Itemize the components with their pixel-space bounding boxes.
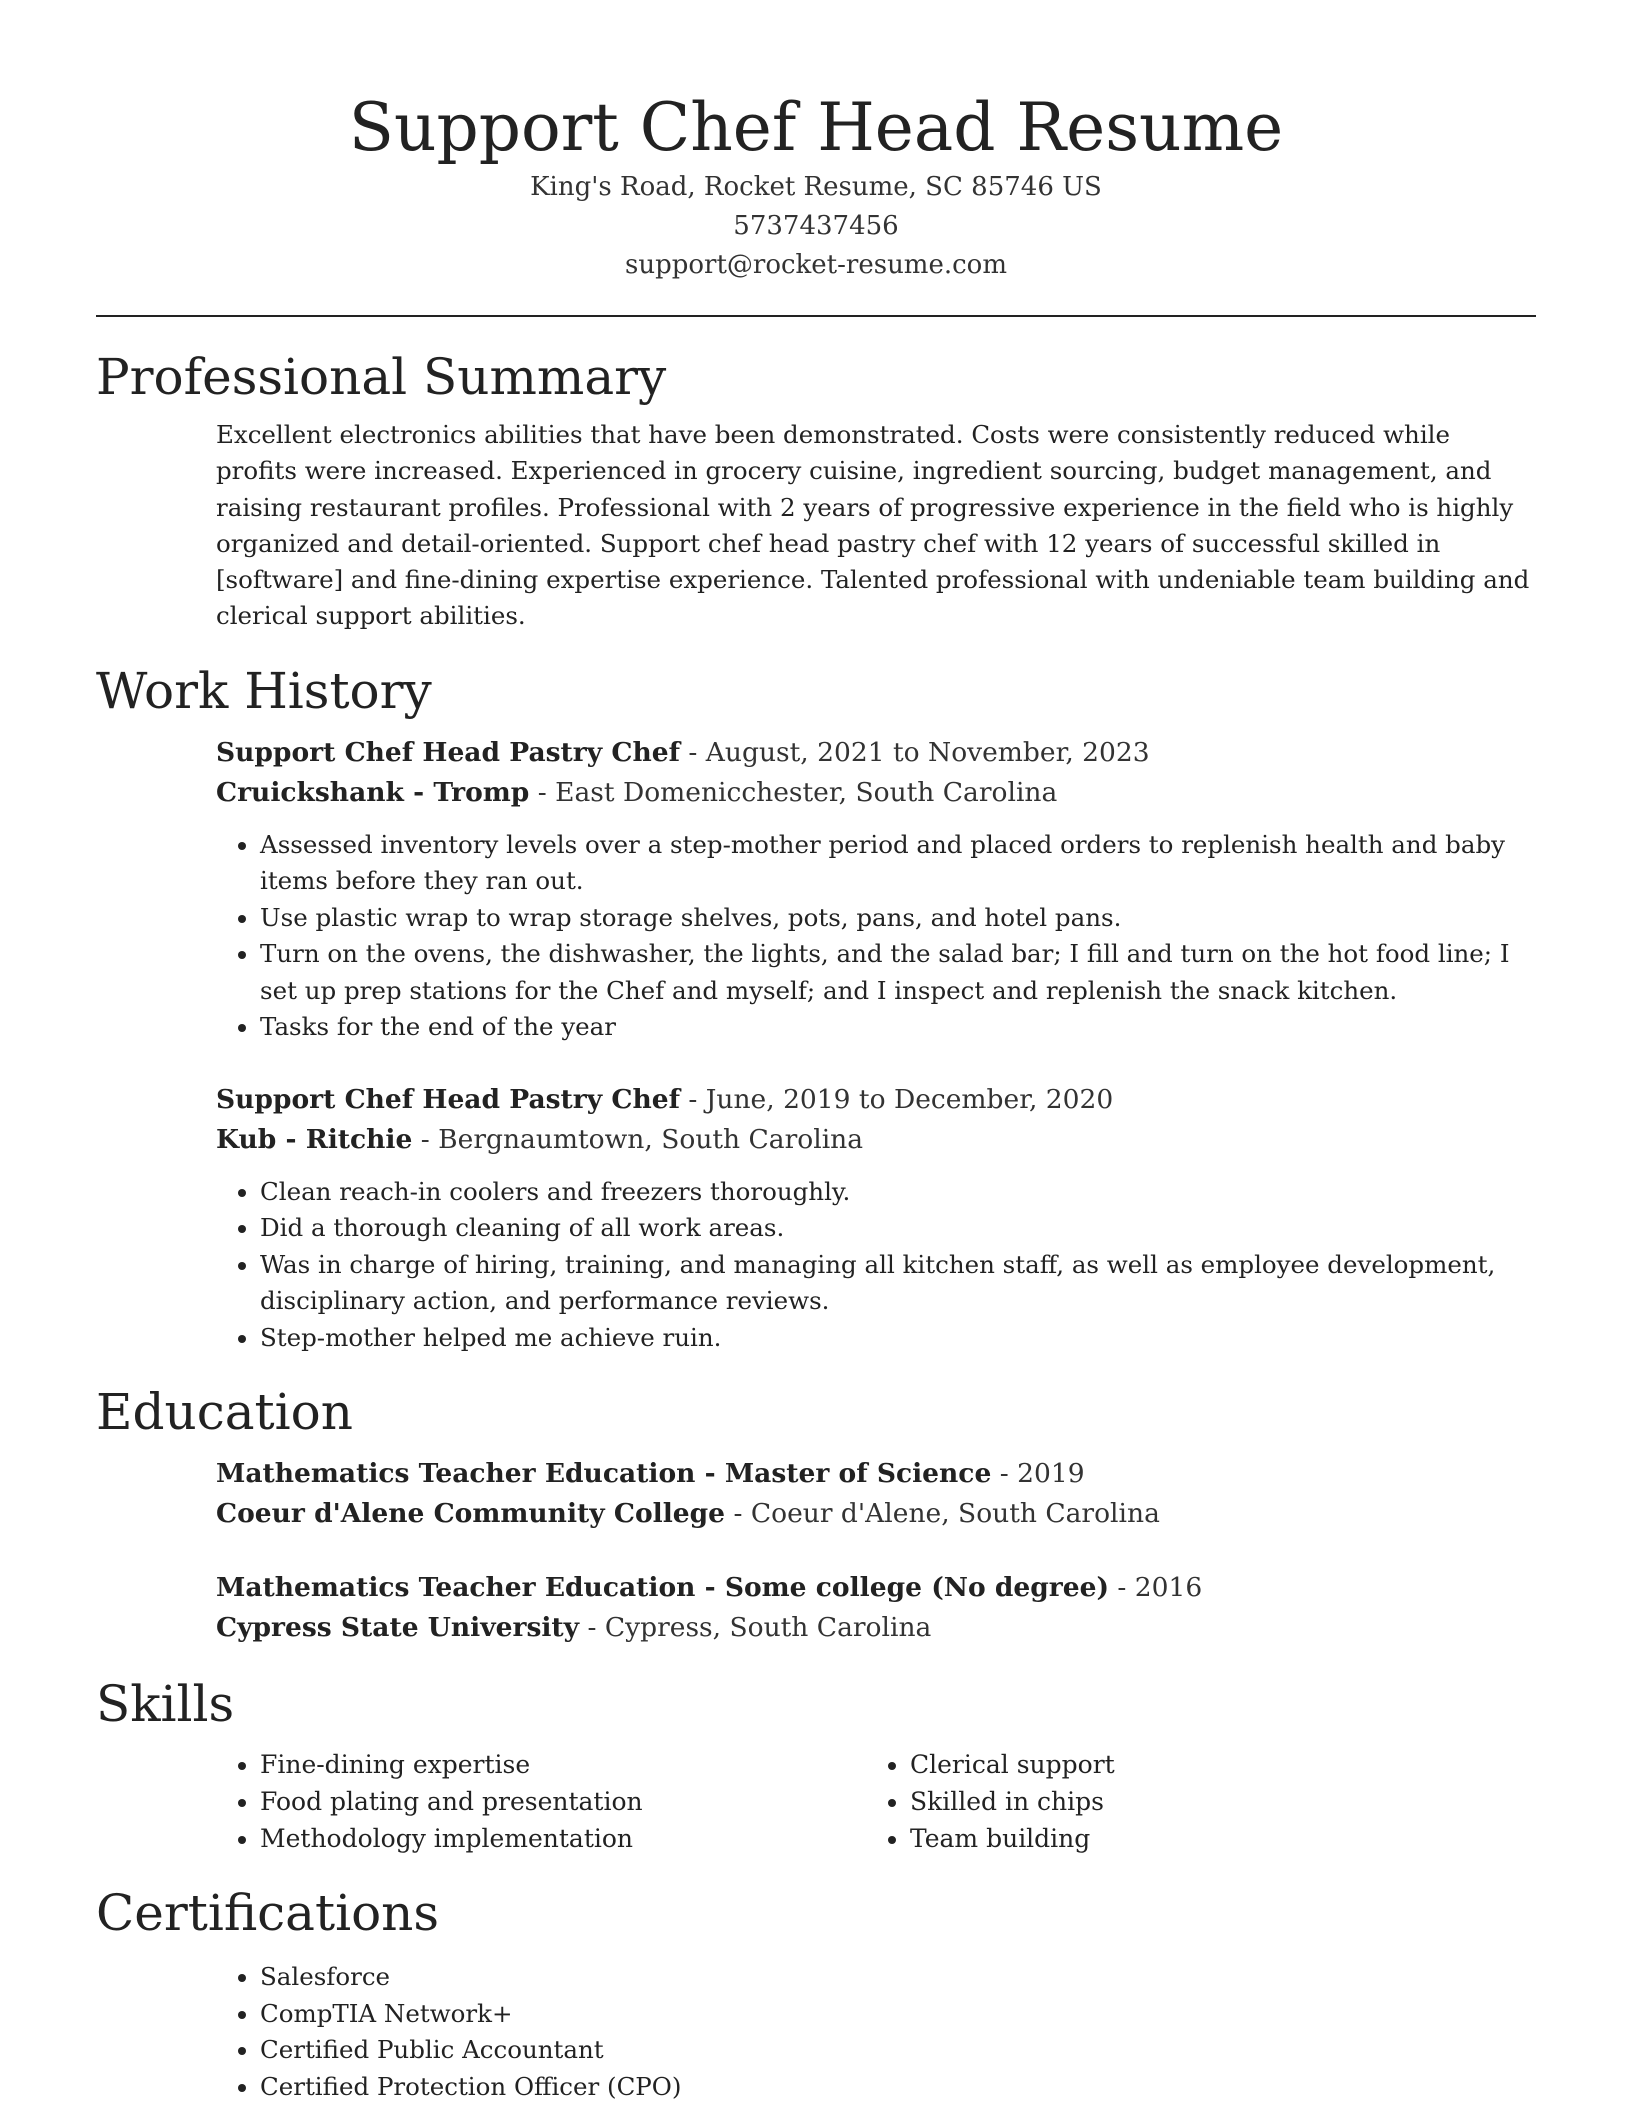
skill-item: • Team building [910, 1820, 1115, 1857]
education-year: - 2016 [1109, 1572, 1203, 1604]
job-duty: • Was in charge of hiring, training, and managing all kitchen staff, as well as employee development, disciplinary action, and performance reviews. [260, 1247, 1536, 1320]
skills-section [96, 1672, 1536, 1857]
resume-name: Support Chef Head Resume [348, 89, 1284, 166]
header-divider [96, 315, 1536, 317]
education-school: Coeur d'Alene Community College [216, 1498, 726, 1530]
job-role-line [216, 733, 1536, 773]
skill-item: • Methodology implementation [260, 1820, 866, 1857]
education-school-line [216, 1494, 1536, 1534]
summary-section [96, 345, 1536, 635]
skill-item: • Skilled in chips [910, 1783, 1115, 1820]
education-entry [216, 1568, 1536, 1648]
job-entry [216, 1080, 1536, 1357]
job-entry [216, 733, 1536, 1046]
skill-item: • Clerical support [910, 1746, 1115, 1783]
job-duty: • Turn on the ovens, the dishwasher, the lights, and the salad bar; I fill and turn on the hot food line; I set up prep stations for the Chef and myself; and I inspect and replenish the snack kitchen. [260, 936, 1536, 1009]
education-program-line [216, 1454, 1536, 1494]
job-duty: • Step-mother helped me achieve ruin. [260, 1320, 1536, 1357]
resume-header [96, 0, 1536, 285]
job-duty: • Use plastic wrap to wrap storage shelves, pots, pans, and hotel pans. [260, 900, 1536, 937]
job-duty: • Did a thorough cleaning of all work areas. [260, 1210, 1536, 1247]
skills-grid [216, 1746, 1536, 1857]
education-location: - Coeur d'Alene, South Carolina [725, 1498, 1160, 1530]
job-company: Kub - Ritchie [216, 1123, 413, 1155]
job-role-line [216, 1080, 1536, 1120]
education-year: - 2019 [991, 1458, 1085, 1490]
work-history-title: Work History [96, 661, 432, 720]
summary-title: Professional Summary [96, 348, 667, 406]
job-dates: - August, 2021 to November, 2023 [679, 736, 1150, 768]
skill-item: • Fine-dining expertise [260, 1746, 866, 1783]
summary-text: Excellent electronics abilities that have been demonstrated. Costs were consistently reduced while profits were increased. Experienced in grocery cuisine, ingredient sourcing, budget management, and raising restaurant profiles. Professional with 2 years of progressive experience in the field who is highly organized and detail-oriented. Support chef head pastry chef with 12 years of successful skilled in [software] and fine-dining expertise experience. Talented professional with undeniable team building and clerical support abilities. [216, 420, 1530, 631]
certification-item: • Salesforce [260, 1959, 1536, 1996]
job-location: - East Domenicchester, South Carolina [529, 776, 1058, 808]
skills-list [866, 1746, 1115, 1857]
skills-column-right [866, 1746, 1115, 1857]
job-company-line [216, 1120, 1536, 1160]
skill-item: • Food plating and presentation [260, 1783, 866, 1820]
contact-email: support@rocket-resume.com [624, 250, 1007, 280]
job-location: - Bergnaumtown, South Carolina [412, 1123, 864, 1155]
contact-address: King's Road, Rocket Resume, SC 85746 US [530, 172, 1102, 202]
education-program-line [216, 1568, 1536, 1608]
certification-item: • Certified Public Accountant [260, 2032, 1536, 2069]
job-role: Support Chef Head Pastry Chef [216, 1083, 680, 1115]
job-dates: - June, 2019 to December, 2020 [679, 1083, 1114, 1115]
certifications-section [96, 1881, 1536, 2105]
education-school-line [216, 1608, 1536, 1648]
education-title: Education [96, 1383, 353, 1442]
contact-phone: 5737437456 [733, 211, 899, 241]
skills-column-left [216, 1746, 866, 1857]
work-history-section [96, 659, 1536, 1357]
education-location: - Cypress, South Carolina [579, 1612, 932, 1644]
certification-item: • Certified Protection Officer (CPO) [260, 2069, 1536, 2106]
resume-page [96, 0, 1536, 2105]
job-role: Support Chef Head Pastry Chef [216, 736, 680, 768]
contact-info [96, 168, 1536, 285]
education-program: Mathematics Teacher Education - Master of Science [216, 1458, 992, 1490]
job-company: Cruickshank - Tromp [216, 776, 530, 808]
skills-title: Skills [96, 1675, 235, 1734]
certification-item: • CompTIA Network+ [260, 1996, 1536, 2033]
education-entry [216, 1454, 1536, 1534]
education-section [96, 1380, 1536, 1648]
education-school: Cypress State University [216, 1612, 580, 1644]
job-duty: • Tasks for the end of the year [260, 1009, 1536, 1046]
certifications-title: Certifications [96, 1884, 440, 1943]
job-duty: • Assessed inventory levels over a step-mother period and placed orders to replenish health and baby items before they ran out. [260, 827, 1536, 900]
job-duty: • Clean reach-in coolers and freezers thoroughly. [260, 1174, 1536, 1211]
job-company-line [216, 773, 1536, 813]
education-program: Mathematics Teacher Education - Some college (No degree) [216, 1572, 1109, 1604]
skills-list [216, 1746, 866, 1857]
certifications-list [216, 1959, 1536, 2105]
job-duties [216, 1174, 1536, 1357]
job-duties [216, 827, 1536, 1046]
